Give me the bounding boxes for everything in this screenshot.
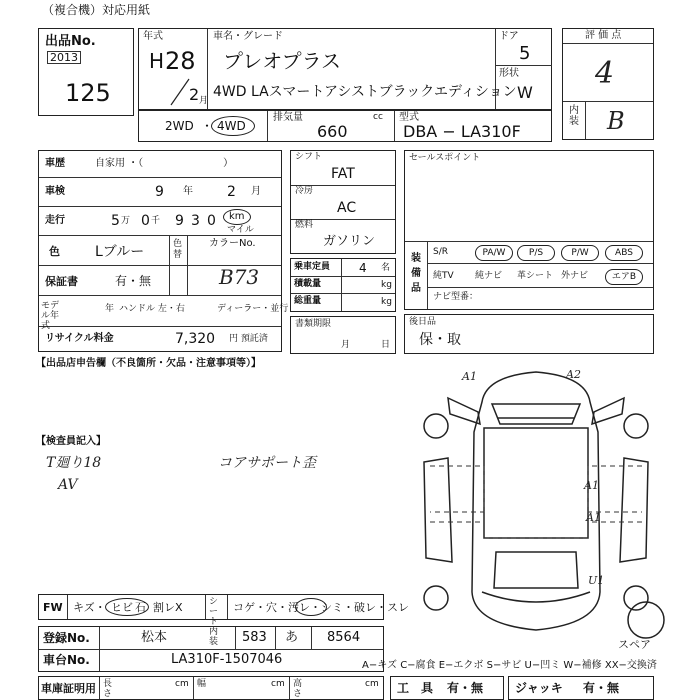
vehicle-grade: 4WD LAスマートアシストブラックエディション [213, 84, 517, 100]
fuel-value: ガソリン [323, 234, 376, 249]
jack-value: 有・無 [583, 681, 620, 695]
mileage-man-unit: 万 [121, 216, 131, 226]
cert-width: 幅 [197, 679, 207, 689]
equipment-item: 革シート [517, 271, 554, 281]
garage-cert-box [38, 676, 384, 700]
mileage-digit4: 0 [207, 213, 216, 229]
capacity-value: 4 [359, 261, 367, 275]
jack-box [508, 676, 654, 700]
seat-label: シート内装 [209, 597, 219, 647]
equipment-item: 外ナビ [561, 271, 589, 281]
gross-unit: kg [381, 297, 392, 307]
fw-crack: 割レX [153, 601, 183, 614]
header-form-type: （複合機）対応用紙 [42, 3, 151, 17]
damage-mark-a1-door: A1 [586, 511, 601, 524]
drive-row [138, 110, 552, 142]
equipment-item: PA/W [475, 245, 513, 261]
registration-class: 583 [242, 630, 267, 645]
tools-value: 有・無 [447, 681, 484, 695]
post-delivery-value: 保・取 [419, 332, 461, 348]
detail-table [38, 150, 289, 352]
registration-label: 登録No. [43, 631, 90, 645]
mileage-digit2: 9 [175, 213, 184, 229]
mileage-label: 走行 [45, 215, 65, 226]
nav-type-label: ナビ型番： [433, 292, 479, 302]
inspector-label: 【検査員記入】 [36, 436, 106, 447]
recycle-label: リサイクル料金 [45, 333, 114, 344]
fw-kizu: キズ・ [73, 601, 106, 614]
capacity-label: 乗車定員 [294, 262, 331, 272]
garage-cert-label: 車庫証明用 [41, 682, 96, 695]
vehicle-name-label: 車名・グレード [213, 31, 283, 42]
doors-value: 5 [519, 43, 531, 64]
docs-label: 書類期限 [295, 319, 332, 329]
docs-day-unit: 日 [381, 340, 391, 350]
remarks-label: 【出品店申告欄（不良箇所・欠品・注意事項等）】 [36, 358, 261, 369]
inspection-month: 2 [227, 184, 236, 200]
model-year-unit: 年 [105, 304, 115, 314]
tools-box [390, 676, 504, 700]
mileage-digit3: 3 [191, 213, 200, 229]
year-era: H [149, 49, 165, 73]
fuel-label: 燃料 [295, 220, 314, 230]
displacement-unit: cc [373, 112, 383, 122]
equipment-item: 純ナビ [475, 271, 503, 281]
equipment-item: P/S [517, 245, 555, 261]
fw-stone: 石 [135, 601, 146, 614]
cert-width-unit: cm [271, 679, 285, 689]
jack-label: ジャッキ [515, 681, 563, 695]
lot-label: 出品No. [45, 34, 96, 49]
cert-length: 長さ [103, 679, 113, 699]
fw-label: FW [43, 601, 63, 614]
score-label: 評 価 点 [585, 30, 622, 41]
interior-label: 内装 [569, 105, 579, 127]
post-delivery-label: 後日品 [409, 317, 437, 327]
fw-hibi: ヒビ [111, 601, 133, 614]
drive-2wd: 2WD [165, 119, 194, 133]
mileage-km: km [229, 211, 245, 222]
vehicle-box [138, 28, 552, 110]
color-code-label: カラーNo. [209, 238, 256, 249]
load-unit: kg [381, 280, 392, 290]
color-label: 色 [49, 245, 60, 258]
warranty-label: 保証書 [45, 275, 78, 288]
dealer-type: ディーラー・並行 [217, 304, 289, 314]
drive-4wd: 4WD [217, 119, 246, 133]
equipment-item: P/W [561, 245, 599, 261]
mileage-man: 5 [111, 213, 120, 229]
mileage-digit1-unit: 千 [151, 216, 161, 226]
displacement-value: 660 [317, 122, 348, 141]
vehicle-name: プレオプラス [223, 49, 341, 73]
gross-label: 総重量 [294, 296, 322, 306]
recycle-value: 7,320 [175, 331, 216, 347]
model-year-label: モデル年式 [41, 301, 60, 331]
registration-place: 松本 [141, 630, 168, 645]
damage-legend: A−キズ C−腐食 E−エクボ S−サビ U−凹ミ W−補修 XX−交換済 [362, 660, 657, 671]
inspector-note-1: T廻り18 [46, 455, 102, 471]
damage-mark-u1: U1 [588, 574, 605, 587]
mileage-mile: マイル [227, 225, 254, 235]
seat-conditions: コゲ・穴・汚レ・シミ・破レ・スレ [233, 601, 409, 614]
tools-label: 工 具 [397, 681, 434, 695]
inspection-month-unit: 月 [251, 186, 261, 197]
ac-value: AC [337, 200, 357, 216]
docs-month-unit: 月 [341, 340, 351, 350]
doors-label: ドア [499, 31, 519, 42]
registration-kana: あ [285, 630, 299, 645]
shape-value: W [517, 83, 533, 102]
cert-height: 高さ [293, 679, 303, 699]
displacement-label: 排気量 [273, 112, 303, 123]
score-value: 4 [595, 56, 615, 91]
year-value: 28 [165, 47, 196, 75]
load-label: 積載量 [294, 279, 322, 289]
handle-side: ハンドル 左・右 [119, 304, 185, 314]
recycle-unit: 円 預託済 [229, 334, 268, 344]
inspection-year-unit: 年 [183, 186, 193, 197]
equipment-item: ABS [605, 245, 643, 261]
year-month: 2 [189, 85, 200, 104]
color-code: B73 [219, 265, 260, 289]
chassis-value: LA310F-1507046 [171, 652, 283, 667]
interior-value: B [607, 107, 625, 135]
lot-number: 125 [65, 79, 111, 107]
warranty-value: 有・無 [115, 274, 152, 288]
equipment-item: 純TV [433, 271, 454, 281]
car-damage-diagram [400, 362, 670, 662]
capacity-table [290, 258, 396, 312]
lot-number-box [38, 28, 134, 116]
inspector-note-2: AV [58, 477, 78, 493]
year-month-unit: 月 [199, 96, 209, 106]
year-label: 年式 [143, 31, 163, 42]
capacity-unit: 名 [381, 263, 391, 273]
cert-length-unit: cm [175, 679, 189, 689]
equipment-item: S/R [433, 247, 448, 257]
inspector-note-3: コアサポート歪 [218, 455, 316, 471]
registration-box [38, 626, 384, 672]
post-delivery-box [404, 314, 654, 354]
equipment-label: 装備品 [411, 253, 421, 294]
drive-dot: ・ [201, 119, 214, 133]
mileage-digit1: 0 [141, 213, 150, 229]
spec-table [290, 150, 396, 254]
model-value: DBA − LA310F [403, 122, 521, 141]
history-value: 自家用 ・（ ） [95, 158, 234, 169]
registration-number: 8564 [327, 630, 361, 645]
shape-label: 形状 [499, 68, 519, 79]
equipment-item: エアB [605, 269, 643, 285]
score-box [562, 28, 654, 140]
model-label: 型式 [399, 112, 419, 123]
sales-equip-box [404, 150, 654, 310]
spare-label: スペア [618, 638, 651, 651]
docs-box [290, 316, 396, 354]
ac-label: 冷房 [295, 186, 314, 196]
chassis-label: 車台No. [43, 653, 90, 667]
sales-point-label: セールスポイント [409, 153, 481, 163]
shift-value: FAT [331, 166, 355, 182]
inspection-label: 車検 [45, 186, 65, 197]
cert-height-unit: cm [365, 679, 379, 689]
inspection-year: 9 [155, 184, 164, 200]
lot-year-tag: 2013 [47, 51, 81, 64]
color-value: Lブルー [95, 244, 145, 260]
color-change-label: 色替 [173, 239, 183, 260]
damage-mark-a2: A2 [566, 368, 581, 381]
shift-label: シフト [295, 152, 323, 162]
damage-mark-a1-side: A1 [584, 479, 599, 492]
history-label: 車歴 [45, 158, 65, 169]
damage-mark-a1-front: A1 [462, 370, 477, 383]
